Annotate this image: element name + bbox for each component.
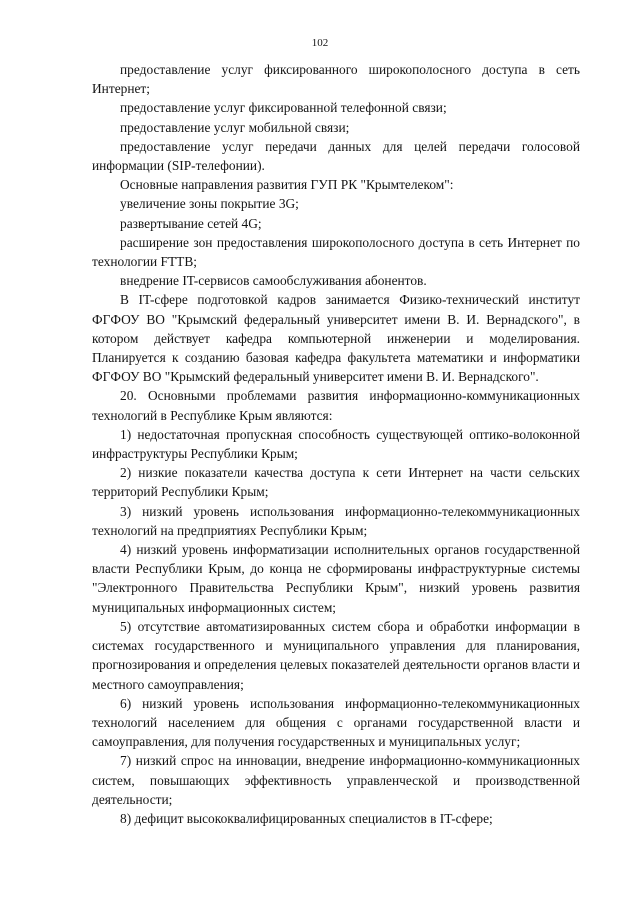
paragraph-problem-7: 7) низкий спрос на инновации, внедрение информационно-коммуникационных систем, повышающих эффективность управленческой и производственной деятельности; xyxy=(92,753,580,807)
document-body xyxy=(92,60,580,828)
paragraph-service-broadband: предоставление услуг фиксированного широкополосного доступа в сеть Интернет; xyxy=(92,62,580,97)
paragraph-development-directions: Основные направления развития ГУП РК "Крымтелеком": xyxy=(120,177,454,193)
paragraph-problem-6: 6) низкий уровень использования информационно-телекоммуникационных технологий населением для общения с органами государственной власти и самоуправления, для получения государственных и муниципальных услуг; xyxy=(92,695,580,750)
paragraph-service-mobile: предоставление услуг мобильной связи; xyxy=(120,119,350,135)
paragraph-direction-fttb: расширение зон предоставления широкополосного доступа в сеть Интернет по технологии FTTB; xyxy=(92,234,580,270)
paragraph-problem-3: 3) низкий уровень использования информационно-телекоммуникационных технологий на предприятиях Республики Крым; xyxy=(92,503,580,538)
paragraph-problem-2: 2) низкие показатели качества доступа к сети Интернет на части сельских территорий Республики Крым; xyxy=(92,465,580,500)
paragraph-it-education: В IT-сфере подготовкой кадров занимается Физико-технический институт ФГФОУ ВО "Крымский федеральный университет имени В. И. Вернадского", в котором действует кафедра компьютерной инженерии и моделирования. Планируется к созданию базовая кафедра факультета математики и информатики ФГФОУ ВО "Крымский федеральный университет имени В. И. Вернадского". xyxy=(92,292,580,385)
paragraph-problem-1: 1) недостаточная пропускная способность существующей оптико-волоконной инфраструктуры Республики Крым; xyxy=(92,426,580,462)
paragraph-direction-3g: увеличение зоны покрытие 3G; xyxy=(120,196,299,212)
paragraph-problems-intro: 20. Основными проблемами развития информационно-коммуникационных технологий в Республике Крым являются: xyxy=(92,388,580,423)
paragraph-direction-it-services: внедрение IT-сервисов самообслуживания абонентов. xyxy=(120,273,427,289)
page-number: 102 xyxy=(311,37,329,49)
paragraph-problem-8: 8) дефицит высококвалифицированных специалистов в IT-сфере; xyxy=(120,810,493,826)
paragraph-direction-4g: развертывание сетей 4G; xyxy=(120,215,262,231)
paragraph-problem-5: 5) отсутствие автоматизированных систем сбора и обработки информации в системах государственного и муниципального управления для планирования, прогнозирования и определения целевых показателей деятельности органов власти и местного самоуправления; xyxy=(92,618,580,692)
paragraph-problem-4: 4) низкий уровень информатизации исполнительных органов государственной власти Республики Крым, до конца не сформированы инфраструктурные системы "Электронного Правительства Республики Крым", низкий уровень развития муниципальных информационных систем; xyxy=(92,542,580,615)
paragraph-service-sip: предоставление услуг передачи данных для целей передачи голосовой информации (SIP-телефонии). xyxy=(92,138,580,174)
paragraph-service-telephony: предоставление услуг фиксированной телефонной связи; xyxy=(120,100,447,116)
